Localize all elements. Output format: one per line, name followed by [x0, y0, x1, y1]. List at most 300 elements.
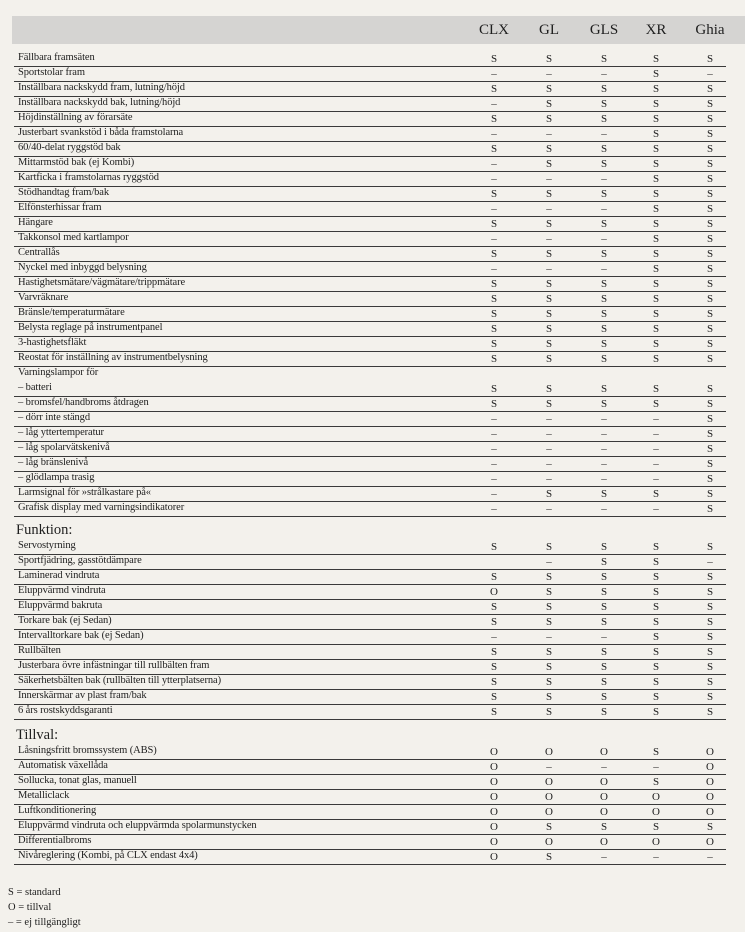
- row-label: Rullbälten: [18, 645, 61, 656]
- row-label: Takkonsol med kartlampor: [18, 232, 129, 243]
- table-row: [14, 141, 726, 157]
- table-row: [14, 306, 726, 322]
- table-row: [14, 539, 726, 555]
- row-label: Innerskärmar av plast fram/bak: [18, 690, 147, 701]
- cell-clx: S: [490, 691, 498, 703]
- row-label: Servostyrning: [18, 540, 76, 551]
- cell-gls: –: [601, 68, 607, 80]
- cell-clx: –: [491, 233, 497, 245]
- row-label: Eluppvärmd bakruta: [18, 600, 103, 611]
- table-row: [14, 216, 726, 232]
- cell-gls: S: [600, 488, 608, 500]
- cell-xr: S: [652, 488, 660, 500]
- row-label: 60/40-delat ryggstöd bak: [18, 142, 121, 153]
- cell-xr: S: [652, 746, 660, 758]
- cell-xr: S: [652, 676, 660, 688]
- cell-gl: –: [546, 458, 552, 470]
- table-row: [14, 759, 726, 775]
- cell-clx: O: [490, 806, 498, 818]
- table-row: [14, 659, 726, 675]
- row-label: Hastighetsmätare/vägmätare/trippmätare: [18, 277, 186, 288]
- row-label: Sportstolar fram: [18, 67, 85, 78]
- cell-clx: S: [490, 541, 498, 553]
- cell-xr: S: [652, 691, 660, 703]
- cell-ghia: S: [706, 821, 714, 833]
- cell-gls: S: [600, 601, 608, 613]
- cell-gls: S: [600, 398, 608, 410]
- cell-xr: –: [653, 428, 659, 440]
- section-title: Tillval:: [16, 727, 59, 743]
- table-row: [14, 689, 726, 705]
- cell-xr: S: [652, 173, 660, 185]
- cell-clx: O: [490, 586, 498, 598]
- cell-xr: S: [652, 248, 660, 260]
- cell-ghia: –: [707, 556, 713, 568]
- cell-gls: –: [601, 233, 607, 245]
- cell-gl: –: [546, 203, 552, 215]
- cell-xr: S: [652, 631, 660, 643]
- cell-xr: S: [652, 218, 660, 230]
- cell-clx: –: [491, 458, 497, 470]
- cell-clx: –: [491, 68, 497, 80]
- cell-gl: S: [545, 676, 553, 688]
- cell-gls: S: [600, 293, 608, 305]
- cell-gls: S: [600, 323, 608, 335]
- cell-ghia: S: [706, 631, 714, 643]
- table-row: [14, 614, 726, 630]
- table-row: [14, 426, 726, 442]
- cell-gls: S: [600, 278, 608, 290]
- row-label: Nyckel med inbyggd belysning: [18, 262, 147, 273]
- table-row: [14, 554, 726, 570]
- cell-clx: O: [490, 836, 498, 848]
- table-row: [14, 351, 726, 367]
- cell-clx: S: [490, 53, 498, 65]
- cell-gls: S: [600, 248, 608, 260]
- cell-ghia: S: [706, 473, 714, 485]
- cell-gl: –: [546, 233, 552, 245]
- table-row: [14, 774, 726, 790]
- cell-gls: –: [601, 851, 607, 863]
- cell-gls: O: [600, 746, 608, 758]
- row-label: Intervalltorkare bak (ej Sedan): [18, 630, 144, 641]
- cell-gl: S: [545, 218, 553, 230]
- row-label: Laminerad vindruta: [18, 570, 100, 581]
- cell-ghia: S: [706, 293, 714, 305]
- cell-xr: S: [652, 383, 660, 395]
- cell-gls: S: [600, 218, 608, 230]
- table-row: [14, 441, 726, 457]
- cell-gl: S: [545, 353, 553, 365]
- cell-clx: –: [491, 473, 497, 485]
- cell-ghia: S: [706, 53, 714, 65]
- table-row: [14, 629, 726, 645]
- cell-ghia: S: [706, 398, 714, 410]
- cell-gls: S: [600, 541, 608, 553]
- cell-clx: –: [491, 503, 497, 515]
- table-row: [14, 674, 726, 690]
- cell-gls: S: [600, 586, 608, 598]
- cell-clx: S: [490, 601, 498, 613]
- table-row: [14, 111, 726, 127]
- cell-ghia: S: [706, 383, 714, 395]
- cell-ghia: S: [706, 616, 714, 628]
- cell-clx: S: [490, 143, 498, 155]
- cell-gls: O: [600, 776, 608, 788]
- cell-xr: –: [653, 761, 659, 773]
- cell-gl: –: [546, 473, 552, 485]
- cell-clx: S: [490, 616, 498, 628]
- cell-ghia: S: [706, 661, 714, 673]
- legend-item: S = standard: [8, 887, 61, 898]
- row-label: 6 års rostskyddsgaranti: [18, 705, 113, 716]
- cell-gls: S: [600, 308, 608, 320]
- row-label: Kartficka i framstolarnas ryggstöd: [18, 172, 159, 183]
- row-label: Justerbart svankstöd i båda framstolarna: [18, 127, 184, 138]
- cell-ghia: S: [706, 248, 714, 260]
- cell-gls: S: [600, 98, 608, 110]
- cell-ghia: S: [706, 188, 714, 200]
- cell-xr: S: [652, 263, 660, 275]
- cell-xr: S: [652, 158, 660, 170]
- cell-gl: –: [546, 556, 552, 568]
- cell-gls: S: [600, 158, 608, 170]
- column-header-gls: GLS: [589, 22, 619, 38]
- table-row: [14, 849, 726, 865]
- cell-xr: S: [652, 83, 660, 95]
- cell-gl: S: [545, 293, 553, 305]
- cell-gls: –: [601, 263, 607, 275]
- cell-ghia: S: [706, 691, 714, 703]
- row-label: Eluppvärmd vindruta: [18, 585, 106, 596]
- cell-gls: S: [600, 821, 608, 833]
- cell-clx: S: [490, 293, 498, 305]
- cell-gls: S: [600, 188, 608, 200]
- cell-gl: O: [545, 776, 553, 788]
- table-row: [14, 644, 726, 660]
- cell-gl: S: [545, 691, 553, 703]
- cell-xr: –: [653, 473, 659, 485]
- row-label: Stödhandtag fram/bak: [18, 187, 110, 198]
- cell-ghia: O: [706, 836, 714, 848]
- cell-clx: –: [491, 158, 497, 170]
- cell-xr: S: [652, 278, 660, 290]
- cell-gls: S: [600, 571, 608, 583]
- cell-gl: S: [545, 98, 553, 110]
- section-title: Funktion:: [16, 522, 73, 538]
- table-row: [14, 156, 726, 172]
- row-label: Sollucka, tonat glas, manuell: [18, 775, 137, 786]
- cell-gl: S: [545, 278, 553, 290]
- table-row: [14, 396, 726, 412]
- cell-ghia: S: [706, 263, 714, 275]
- cell-ghia: S: [706, 113, 714, 125]
- cell-gl: S: [545, 248, 553, 260]
- cell-gls: –: [601, 173, 607, 185]
- row-label: Låsningsfritt bromssystem (ABS): [18, 745, 157, 756]
- cell-gl: –: [546, 428, 552, 440]
- cell-clx: S: [490, 398, 498, 410]
- table-row: [14, 51, 726, 67]
- table-row: [14, 704, 726, 720]
- row-label: Automatisk växellåda: [18, 760, 108, 771]
- cell-gl: S: [545, 488, 553, 500]
- cell-xr: S: [652, 143, 660, 155]
- cell-clx: –: [491, 488, 497, 500]
- cell-gl: S: [545, 586, 553, 598]
- cell-xr: S: [652, 353, 660, 365]
- cell-xr: S: [652, 338, 660, 350]
- cell-clx: S: [490, 248, 498, 260]
- cell-ghia: S: [706, 706, 714, 718]
- cell-clx: S: [490, 676, 498, 688]
- table-row: [14, 486, 726, 502]
- cell-ghia: S: [706, 586, 714, 598]
- table-row: [14, 366, 726, 381]
- cell-gls: S: [600, 706, 608, 718]
- cell-gls: S: [600, 113, 608, 125]
- cell-gl: O: [545, 836, 553, 848]
- row-label: Fällbara framsäten: [18, 52, 95, 63]
- cell-clx: O: [490, 821, 498, 833]
- cell-ghia: S: [706, 98, 714, 110]
- legend-item: – = ej tillgängligt: [8, 917, 81, 928]
- cell-clx: S: [490, 353, 498, 365]
- column-header-clx: CLX: [479, 22, 509, 38]
- cell-gls: O: [600, 806, 608, 818]
- cell-clx: S: [490, 218, 498, 230]
- cell-xr: S: [652, 113, 660, 125]
- row-label: Eluppvärmd vindruta och eluppvärmda spolarmunstycken: [18, 820, 257, 831]
- cell-gls: –: [601, 428, 607, 440]
- cell-gl: S: [545, 616, 553, 628]
- cell-ghia: S: [706, 233, 714, 245]
- cell-xr: S: [652, 188, 660, 200]
- cell-clx: O: [490, 746, 498, 758]
- cell-xr: S: [652, 541, 660, 553]
- column-header-xr: XR: [645, 22, 667, 38]
- cell-ghia: S: [706, 503, 714, 515]
- table-row: [14, 336, 726, 352]
- row-label: Torkare bak (ej Sedan): [18, 615, 112, 626]
- cell-ghia: S: [706, 646, 714, 658]
- cell-gl: –: [546, 263, 552, 275]
- cell-gl: S: [545, 851, 553, 863]
- row-label: Elfönsterhissar fram: [18, 202, 102, 213]
- cell-xr: S: [652, 571, 660, 583]
- cell-gl: S: [545, 571, 553, 583]
- table-row: [14, 186, 726, 202]
- cell-gl: S: [545, 541, 553, 553]
- cell-gls: S: [600, 353, 608, 365]
- cell-ghia: S: [706, 541, 714, 553]
- cell-gl: –: [546, 761, 552, 773]
- table-row: [14, 381, 726, 397]
- cell-clx: S: [490, 278, 498, 290]
- row-label: Grafisk display med varningsindikatorer: [18, 502, 185, 513]
- cell-ghia: O: [706, 776, 714, 788]
- cell-xr: S: [652, 776, 660, 788]
- cell-ghia: S: [706, 173, 714, 185]
- cell-clx: S: [490, 323, 498, 335]
- cell-clx: –: [491, 128, 497, 140]
- cell-ghia: S: [706, 203, 714, 215]
- cell-gls: S: [600, 616, 608, 628]
- row-label: Varningslampor för: [18, 367, 99, 378]
- row-label: Säkerhetsbälten bak (rullbälten till ytterplatserna): [18, 675, 221, 686]
- cell-gls: S: [600, 691, 608, 703]
- cell-ghia: O: [706, 761, 714, 773]
- cell-clx: –: [491, 263, 497, 275]
- cell-gl: –: [546, 413, 552, 425]
- legend-item: O = tillval: [8, 902, 52, 913]
- cell-ghia: S: [706, 458, 714, 470]
- row-label: Larmsignal för »strålkastare på«: [18, 487, 151, 498]
- cell-ghia: –: [707, 68, 713, 80]
- row-label: Justerbara övre infästningar till rullbälten fram: [18, 660, 210, 671]
- cell-ghia: S: [706, 308, 714, 320]
- cell-gls: S: [600, 143, 608, 155]
- cell-ghia: S: [706, 128, 714, 140]
- cell-xr: S: [652, 586, 660, 598]
- cell-gl: S: [545, 188, 553, 200]
- cell-clx: –: [491, 428, 497, 440]
- cell-clx: –: [491, 443, 497, 455]
- cell-ghia: S: [706, 143, 714, 155]
- row-label: Höjdinställning av förarsäte: [18, 112, 133, 123]
- cell-xr: S: [652, 601, 660, 613]
- table-row: [14, 321, 726, 337]
- cell-ghia: S: [706, 278, 714, 290]
- cell-ghia: O: [706, 806, 714, 818]
- cell-xr: O: [652, 806, 660, 818]
- cell-gl: O: [545, 746, 553, 758]
- cell-gls: S: [600, 53, 608, 65]
- cell-ghia: O: [706, 791, 714, 803]
- cell-gls: O: [600, 836, 608, 848]
- cell-xr: S: [652, 323, 660, 335]
- table-row: [14, 276, 726, 292]
- table-row: [14, 411, 726, 427]
- table-row: [14, 456, 726, 472]
- cell-gls: S: [600, 383, 608, 395]
- cell-clx: S: [490, 113, 498, 125]
- cell-ghia: O: [706, 746, 714, 758]
- table-row: [14, 201, 726, 217]
- cell-ghia: S: [706, 323, 714, 335]
- cell-ghia: S: [706, 601, 714, 613]
- cell-ghia: –: [707, 851, 713, 863]
- cell-xr: –: [653, 503, 659, 515]
- row-label: 3-hastighetsfläkt: [18, 337, 87, 348]
- cell-gl: S: [545, 158, 553, 170]
- cell-gl: O: [545, 806, 553, 818]
- cell-gl: S: [545, 83, 553, 95]
- cell-gl: S: [545, 383, 553, 395]
- row-label: Bränsle/temperaturmätare: [18, 307, 125, 318]
- cell-xr: S: [652, 233, 660, 245]
- cell-ghia: S: [706, 83, 714, 95]
- cell-clx: O: [490, 791, 498, 803]
- cell-ghia: S: [706, 571, 714, 583]
- cell-clx: –: [491, 98, 497, 110]
- cell-clx: S: [490, 571, 498, 583]
- row-label: – glödlampa trasig: [18, 472, 95, 483]
- cell-ghia: S: [706, 413, 714, 425]
- row-label: Metalliclack: [18, 790, 70, 801]
- cell-clx: –: [491, 173, 497, 185]
- cell-gls: –: [601, 473, 607, 485]
- table-row: [14, 171, 726, 187]
- table-row: [14, 261, 726, 277]
- cell-xr: S: [652, 616, 660, 628]
- cell-gls: S: [600, 556, 608, 568]
- row-label: Belysta reglage på instrumentpanel: [18, 322, 163, 333]
- cell-gl: S: [545, 338, 553, 350]
- cell-gl: S: [545, 646, 553, 658]
- cell-gl: –: [546, 128, 552, 140]
- table-row: [14, 66, 726, 82]
- cell-clx: –: [491, 413, 497, 425]
- table-row: [14, 291, 726, 307]
- row-label: – låg yttertemperatur: [18, 427, 104, 438]
- cell-clx: S: [490, 706, 498, 718]
- cell-clx: –: [491, 631, 497, 643]
- cell-xr: S: [652, 308, 660, 320]
- cell-xr: S: [652, 398, 660, 410]
- table-row: [14, 584, 726, 600]
- cell-gls: S: [600, 338, 608, 350]
- cell-gls: S: [600, 83, 608, 95]
- cell-ghia: S: [706, 218, 714, 230]
- cell-gls: –: [601, 631, 607, 643]
- cell-xr: –: [653, 851, 659, 863]
- cell-xr: S: [652, 556, 660, 568]
- table-row: [14, 789, 726, 805]
- column-header-gl: GL: [539, 22, 559, 38]
- table-row: [14, 744, 726, 760]
- cell-gl: –: [546, 68, 552, 80]
- cell-gls: –: [601, 458, 607, 470]
- cell-xr: –: [653, 413, 659, 425]
- cell-clx: –: [491, 203, 497, 215]
- table-row: [14, 501, 726, 517]
- cell-clx: S: [490, 646, 498, 658]
- cell-gls: –: [601, 443, 607, 455]
- cell-xr: S: [652, 646, 660, 658]
- cell-xr: S: [652, 68, 660, 80]
- cell-gls: –: [601, 413, 607, 425]
- cell-ghia: S: [706, 443, 714, 455]
- row-label: Sportfjädring, gasstötdämpare: [18, 555, 142, 566]
- row-label: – låg bränslenivå: [18, 457, 89, 468]
- row-label: Nivåreglering (Kombi, på CLX endast 4x4): [18, 850, 198, 861]
- table-row: [14, 246, 726, 262]
- cell-xr: S: [652, 661, 660, 673]
- cell-ghia: S: [706, 676, 714, 688]
- row-label: – dörr inte stängd: [18, 412, 90, 423]
- cell-ghia: S: [706, 428, 714, 440]
- table-row: [14, 126, 726, 142]
- table-row: [14, 599, 726, 615]
- cell-xr: S: [652, 821, 660, 833]
- row-label: Inställbara nackskydd bak, lutning/höjd: [18, 97, 181, 108]
- row-label: – låg spolarvätskenivå: [18, 442, 110, 453]
- cell-clx: S: [490, 83, 498, 95]
- cell-gls: –: [601, 503, 607, 515]
- table-row: [14, 81, 726, 97]
- cell-clx: O: [490, 761, 498, 773]
